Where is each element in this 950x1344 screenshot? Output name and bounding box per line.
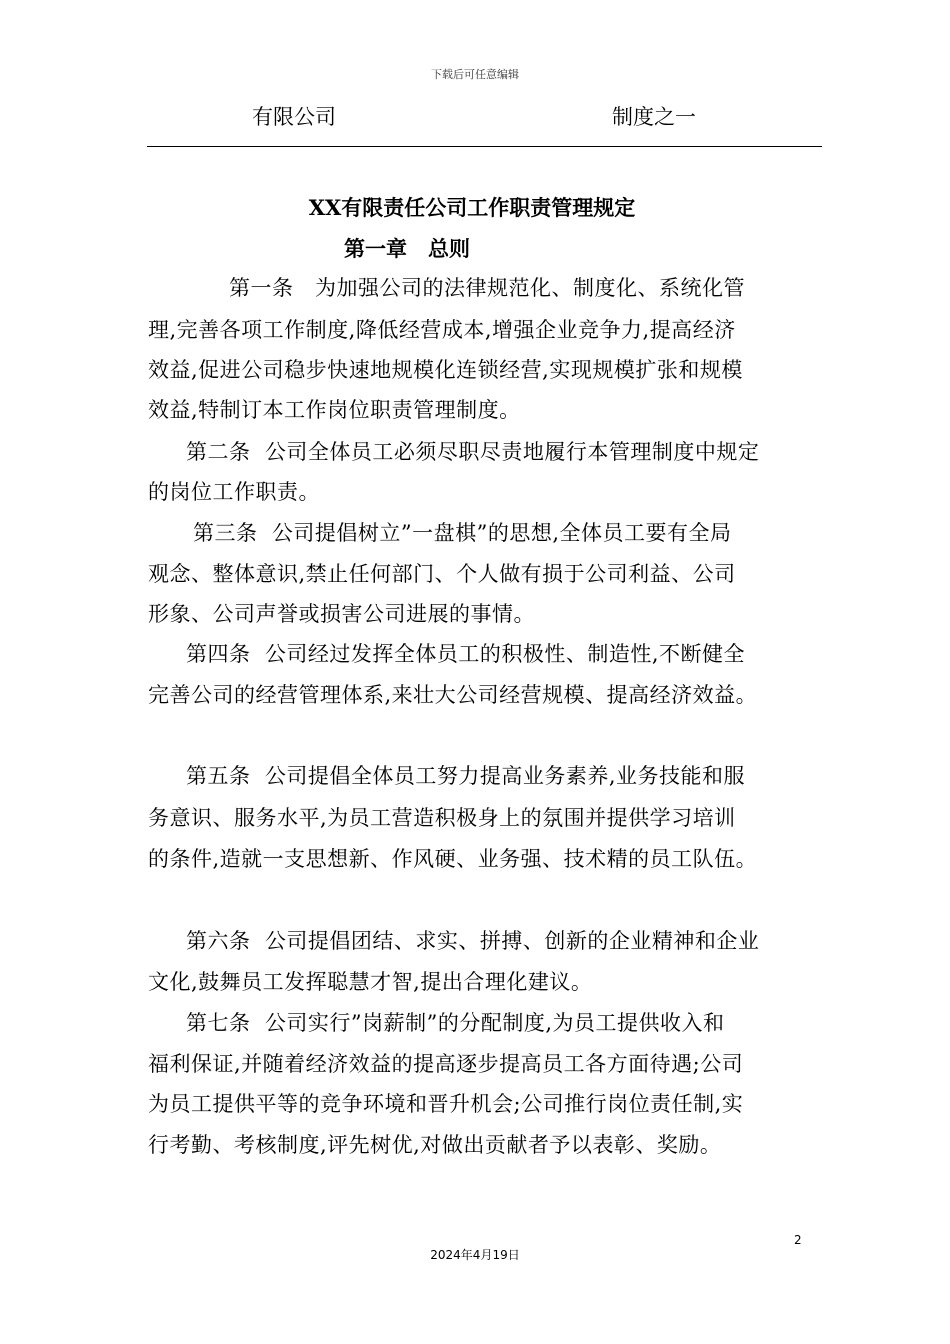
body-line: 完善公司的经营管理体系,来壮大公司经营规模、提高经济效益。 xyxy=(148,683,758,707)
body-line: 的条件,造就一支思想新、作风硬、业务强、技术精的员工队伍。 xyxy=(148,847,758,871)
body-line: 理,完善各项工作制度,降低经营成本,增强企业竞争力,提高经济 xyxy=(148,318,736,342)
body-line: 观念、整体意识,禁止任何部门、个人做有损于公司利益、公司 xyxy=(148,562,736,586)
body-line: 效益,特制订本工作岗位职责管理制度。 xyxy=(148,398,521,422)
body-line: 务意识、服务水平,为员工营造积极身上的氛围并提供学习培训 xyxy=(148,806,736,830)
body-line: 第五条 公司提倡全体员工努力提高业务素养,业务技能和服 xyxy=(186,764,746,788)
body-line: 第一条 为加强公司的法律规范化、制度化、系统化管 xyxy=(229,276,745,300)
body-line: 第二条 公司全体员工必须尽职尽责地履行本管理制度中规定 xyxy=(186,440,760,464)
header-divider xyxy=(147,146,822,147)
body-line: 的岗位工作职责。 xyxy=(148,480,320,504)
header-company: 有限公司 xyxy=(252,105,336,129)
document-title: XX有限责任公司工作职责管理规定 xyxy=(308,195,636,220)
body-line: 第六条 公司提倡团结、求实、拼搏、创新的企业精神和企业 xyxy=(186,929,760,953)
body-line: 第四条 公司经过发挥全体员工的积极性、制造性,不断健全 xyxy=(186,642,746,666)
body-line: 第七条 公司实行”岗薪制”的分配制度,为员工提供收入和 xyxy=(186,1011,725,1035)
footer-date: 2024年4月19日 xyxy=(430,1248,520,1262)
chapter-title: 第一章 总则 xyxy=(344,236,470,261)
page-number: 2 xyxy=(794,1233,802,1247)
top-note: 下载后可任意编辑 xyxy=(431,68,519,81)
body-line: 形象、公司声誉或损害公司进展的事情。 xyxy=(148,602,535,626)
header-regulation-number: 制度之一 xyxy=(612,105,696,129)
body-line: 为员工提供平等的竞争环境和晋升机会;公司推行岗位责任制,实 xyxy=(148,1092,744,1116)
body-line: 行考勤、考核制度,评先树优,对做出贡献者予以表彰、奖励。 xyxy=(148,1133,722,1157)
body-line: 福利保证,并随着经济效益的提高逐步提高员工各方面待遇;公司 xyxy=(148,1052,744,1076)
body-line: 文化,鼓舞员工发挥聪慧才智,提出合理化建议。 xyxy=(148,970,593,994)
body-line: 第三条 公司提倡树立”一盘棋”的思想,全体员工要有全局 xyxy=(193,521,732,545)
body-line: 效益,促进公司稳步快速地规模化连锁经营,实现规模扩张和规模 xyxy=(148,358,743,382)
